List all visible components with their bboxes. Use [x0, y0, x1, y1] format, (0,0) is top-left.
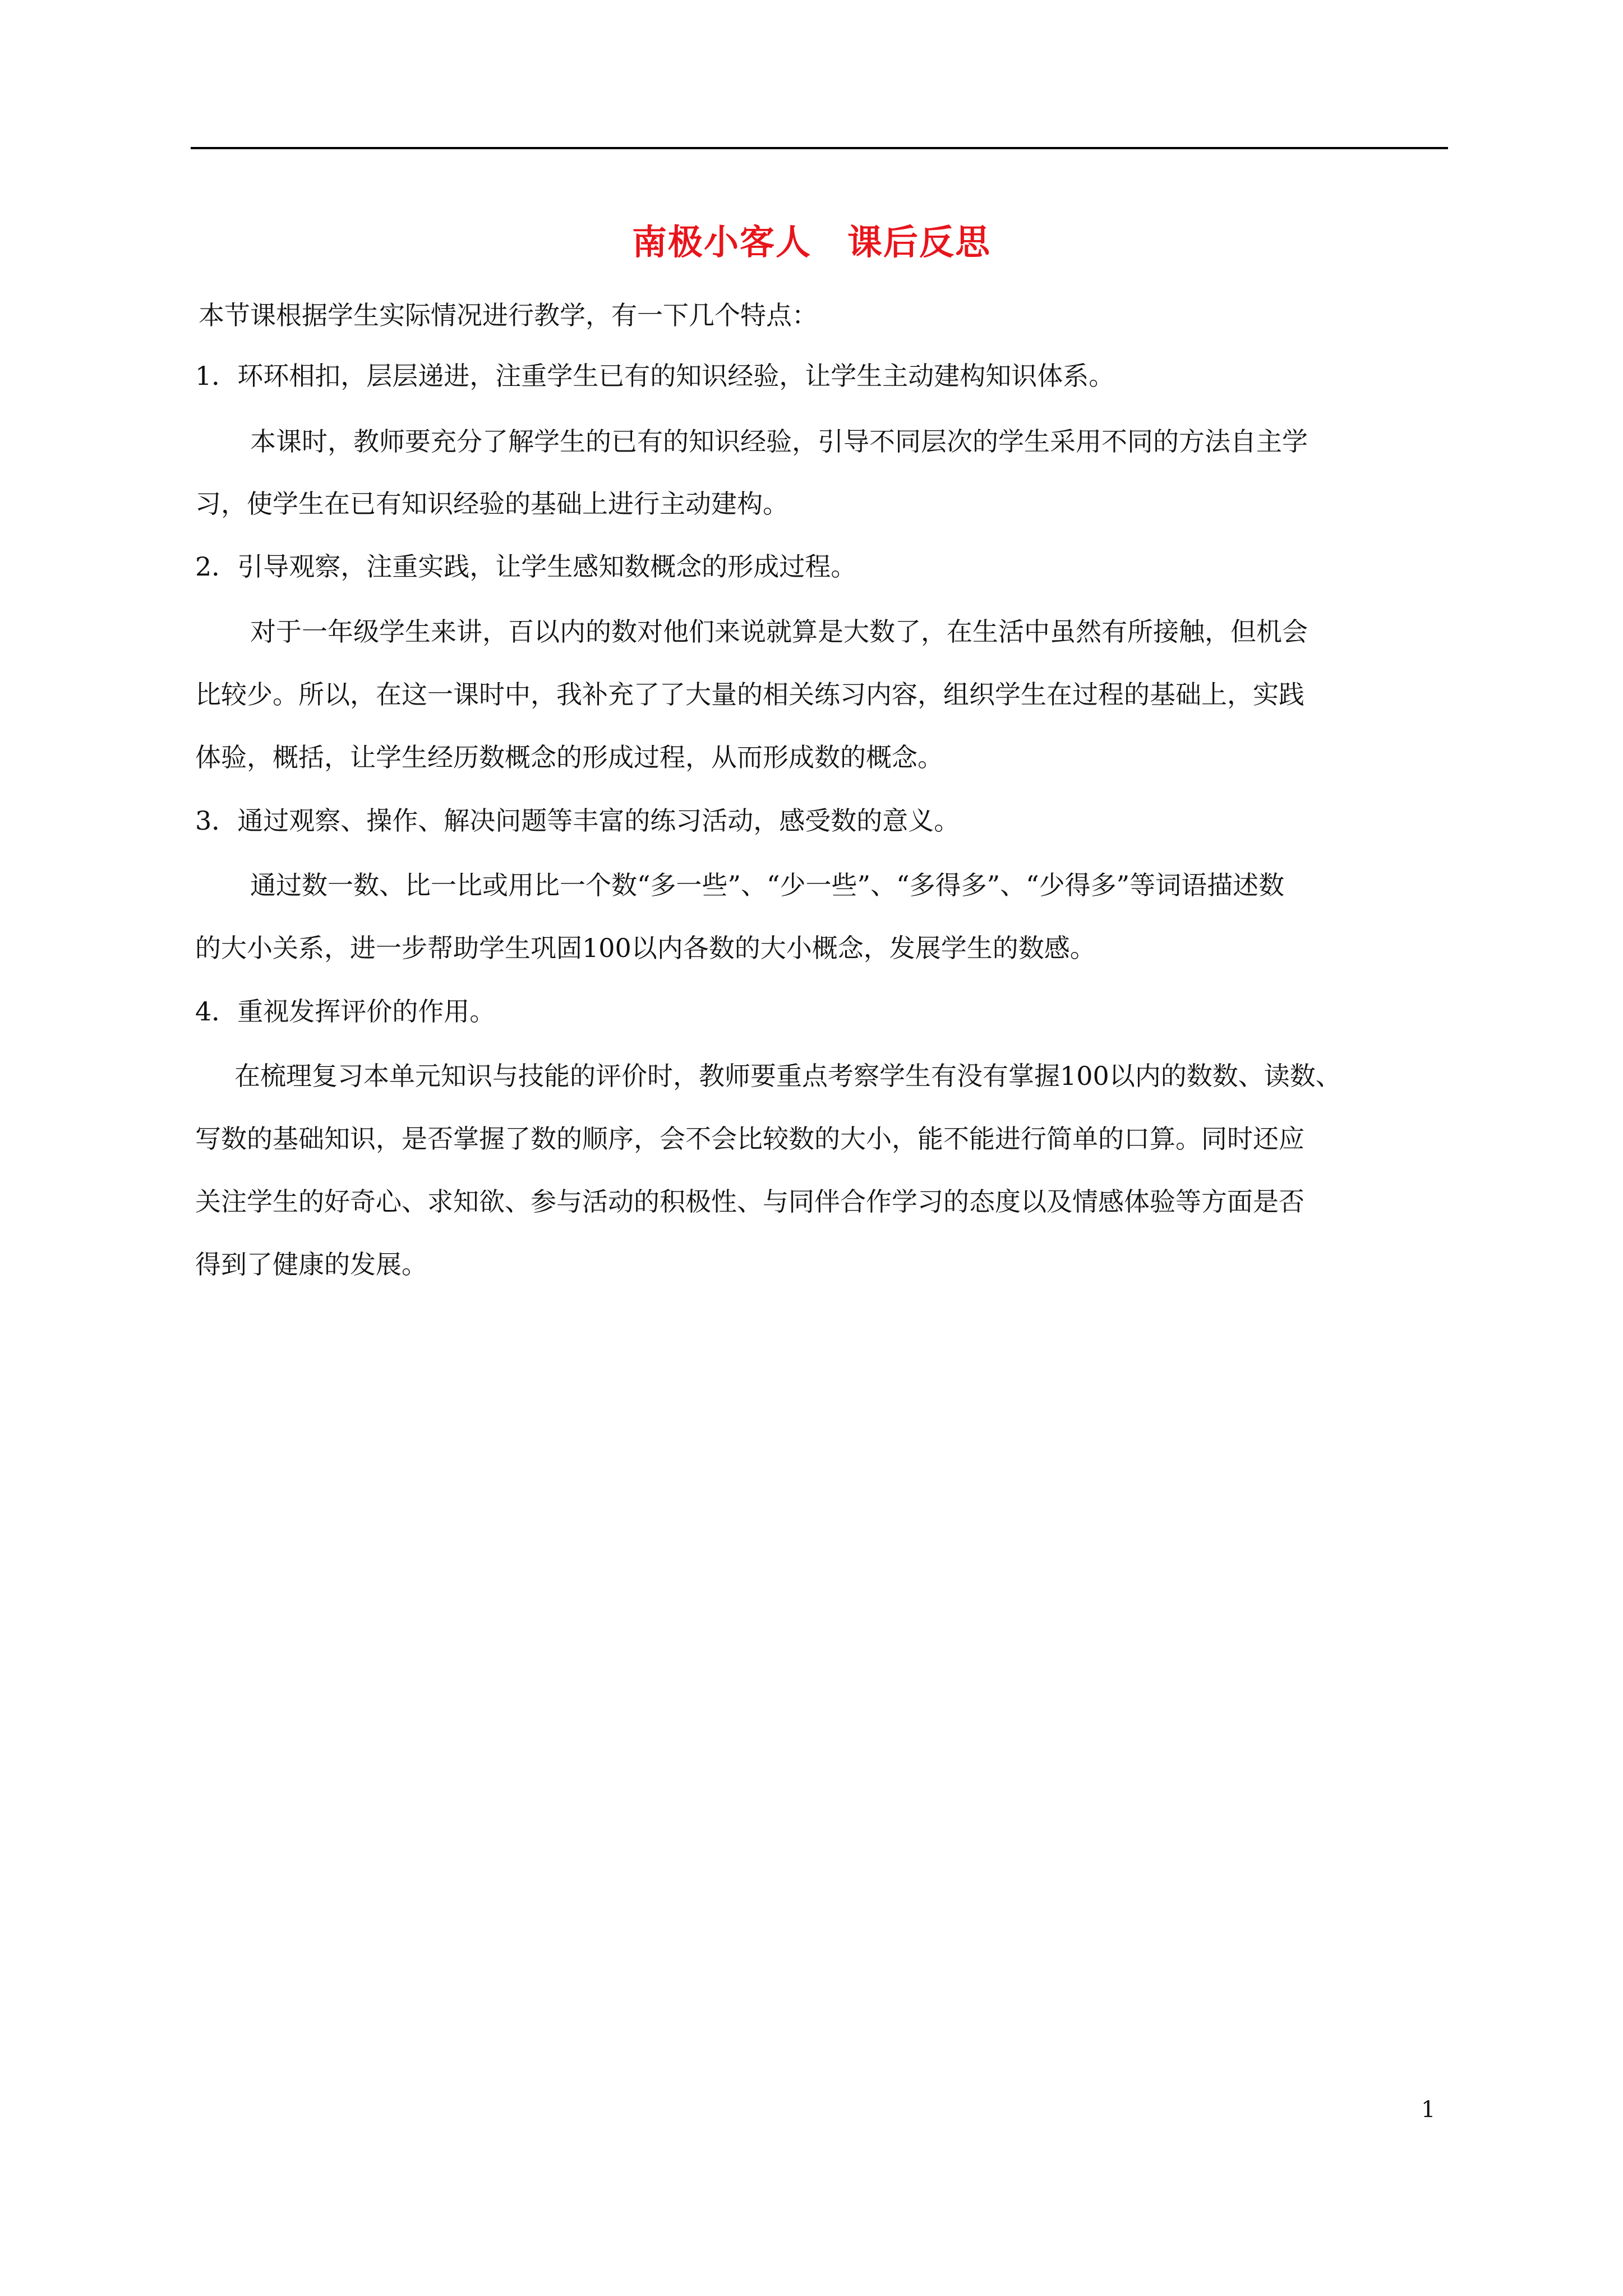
point-1-heading: 1．环环相扣，层层递进，注重学生已有的知识经验，让学生主动建构知识体系。 — [195, 361, 1115, 391]
point-3-body-line-1: 通过数一数、比一比或用比一个数“多一些”、“少一些”、“多得多”、“少得多”等词语描述数 — [250, 870, 1285, 900]
point-4-body-line-3: 关注学生的好奇心、求知欲、参与活动的积极性、与同伴合作学习的态度以及情感体验等方面是否 — [195, 1186, 1304, 1217]
document-title: 南极小客人 课后反思 — [631, 222, 991, 263]
point-1-body-line-1: 本课时，教师要充分了解学生的已有的知识经验，引导不同层次的学生采用不同的方法自主学 — [250, 426, 1308, 457]
point-2-body-line-1: 对于一年级学生来讲，百以内的数对他们来说就算是大数了，在生活中虽然有所接触，但机会 — [250, 616, 1308, 647]
point-2-body-line-3: 体验，概括，让学生经历数概念的形成过程，从而形成数的概念。 — [195, 742, 943, 772]
point-3-heading: 3．通过观察、操作、解决问题等丰富的练习活动，感受数的意义。 — [195, 806, 960, 836]
point-2-body-line-2: 比较少。所以，在这一课时中，我补充了了大量的相关练习内容，组织学生在过程的基础上，实践 — [195, 679, 1304, 710]
point-1-body-line-2: 习，使学生在已有知识经验的基础上进行主动建构。 — [195, 489, 789, 519]
point-3-body-line-2: 的大小关系，进一步帮助学生巩固100以内各数的大小概念，发展学生的数感。 — [195, 933, 1096, 963]
point-2-heading: 2．引导观察，注重实践，让学生感知数概念的形成过程。 — [195, 551, 857, 582]
point-4-body-line-2: 写数的基础知识，是否掌握了数的顺序，会不会比较数的大小，能不能进行简单的口算。同时还应 — [195, 1124, 1304, 1154]
point-4-heading: 4．重视发挥评价的作用。 — [195, 996, 496, 1027]
point-4-body-line-4: 得到了健康的发展。 — [195, 1249, 427, 1280]
header-rule — [191, 147, 1448, 149]
page-number: 1 — [1421, 2097, 1436, 2123]
intro-line: 本节课根据学生实际情况进行教学，有一下几个特点： — [199, 300, 818, 330]
point-4-body-line-1: 在梳理复习本单元知识与技能的评价时，教师要重点考察学生有没有掌握100以内的数数、读数、 — [234, 1061, 1341, 1091]
